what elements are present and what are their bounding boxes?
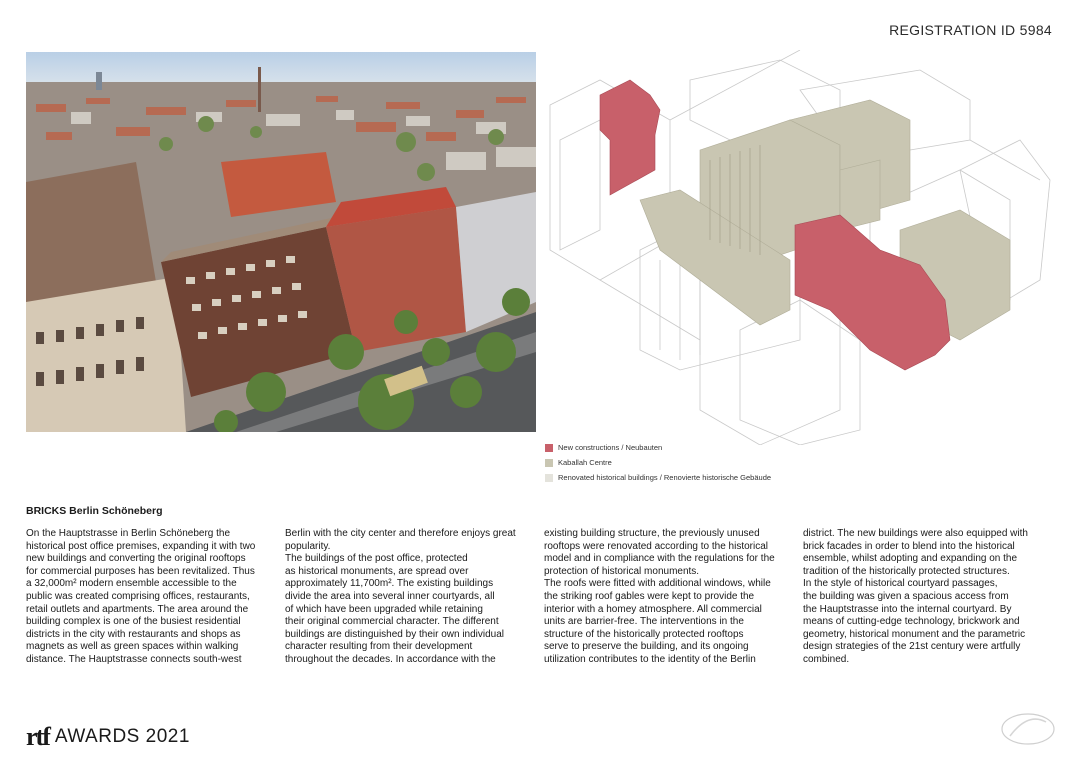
rtf-awards-logo — [26, 722, 190, 752]
article-column-3: existing building structure, the previously unused rooftops were renovated according to the historical model and in compliance with the regulations for the protection of historical monuments. The roofs were fitted with additional windows, while the striking roof gables were kept to provide the interior with a homey atmosphere. All commercial units are barrier-free. The interventions in the structure of the historically protected rooftops serve to preserve the building, and its ongoing utilization contributes to the identity of the Berlin — [544, 528, 775, 665]
article-title: BRICKS Berlin Schöneberg — [26, 505, 163, 517]
awards-label: AWARDS 2021 — [54, 726, 190, 747]
legend-swatch — [545, 459, 553, 467]
legend-label: Renovated historical buildings / Renovierte historische Gebäude — [558, 473, 772, 482]
diagram-legend — [545, 440, 771, 485]
legend-item-kaballah — [545, 455, 771, 470]
axonometric-diagram — [540, 50, 1060, 445]
legend-swatch — [545, 444, 553, 452]
rtf-logo-mark: rtf — [26, 722, 49, 751]
legend-label: New constructions / Neubauten — [558, 443, 663, 452]
article-column-4: district. The new buildings were also equipped with brick facades in order to blend into the historical ensemble, whilst adopting and expanding on the tradition of the historically protected structures. In the style of historical courtyard passages, the building was given a spacious access from the Hauptstrasse into the internal courtyard. By means of cutting-edge technology, brickwork and geometry, historical monument and the parametric design strategies of the 21st century were artfully combined. — [803, 528, 1028, 665]
legend-item-renovated — [545, 470, 771, 485]
legend-swatch — [545, 474, 553, 482]
registration-id: REGISTRATION ID 5984 — [889, 22, 1052, 38]
watermark-icon — [998, 708, 1058, 750]
legend-item-new — [545, 440, 771, 455]
article-column-1: On the Hauptstrasse in Berlin Schöneberg the historical post office premises, expanding it with two new buildings and converting the original rooftops for commercial purposes has been revitalized. Thus a 32,000m² modern ensemble accessible to the public was created comprising offices, restaurants, retail outlets and apartments. The area around the building complex is one of the busiest residential districts in the city with restaurants and shops as magnets as well as green spaces within walking distance. The Hauptstrasse connects south-west — [26, 528, 256, 665]
aerial-photo — [26, 52, 536, 432]
article-column-2: Berlin with the city center and therefore enjoys great popularity. The buildings of the post office, protected as historical monuments, are spread over approximately 11,700m². The existing buildings divide the area into several inner courtyards, all of which have been upgraded while retaining their original commercial character. The different buildings are distinguished by their own individual character resulting from their development throughout the decades. In accordance with the — [285, 528, 516, 665]
legend-label: Kaballah Centre — [558, 458, 612, 467]
